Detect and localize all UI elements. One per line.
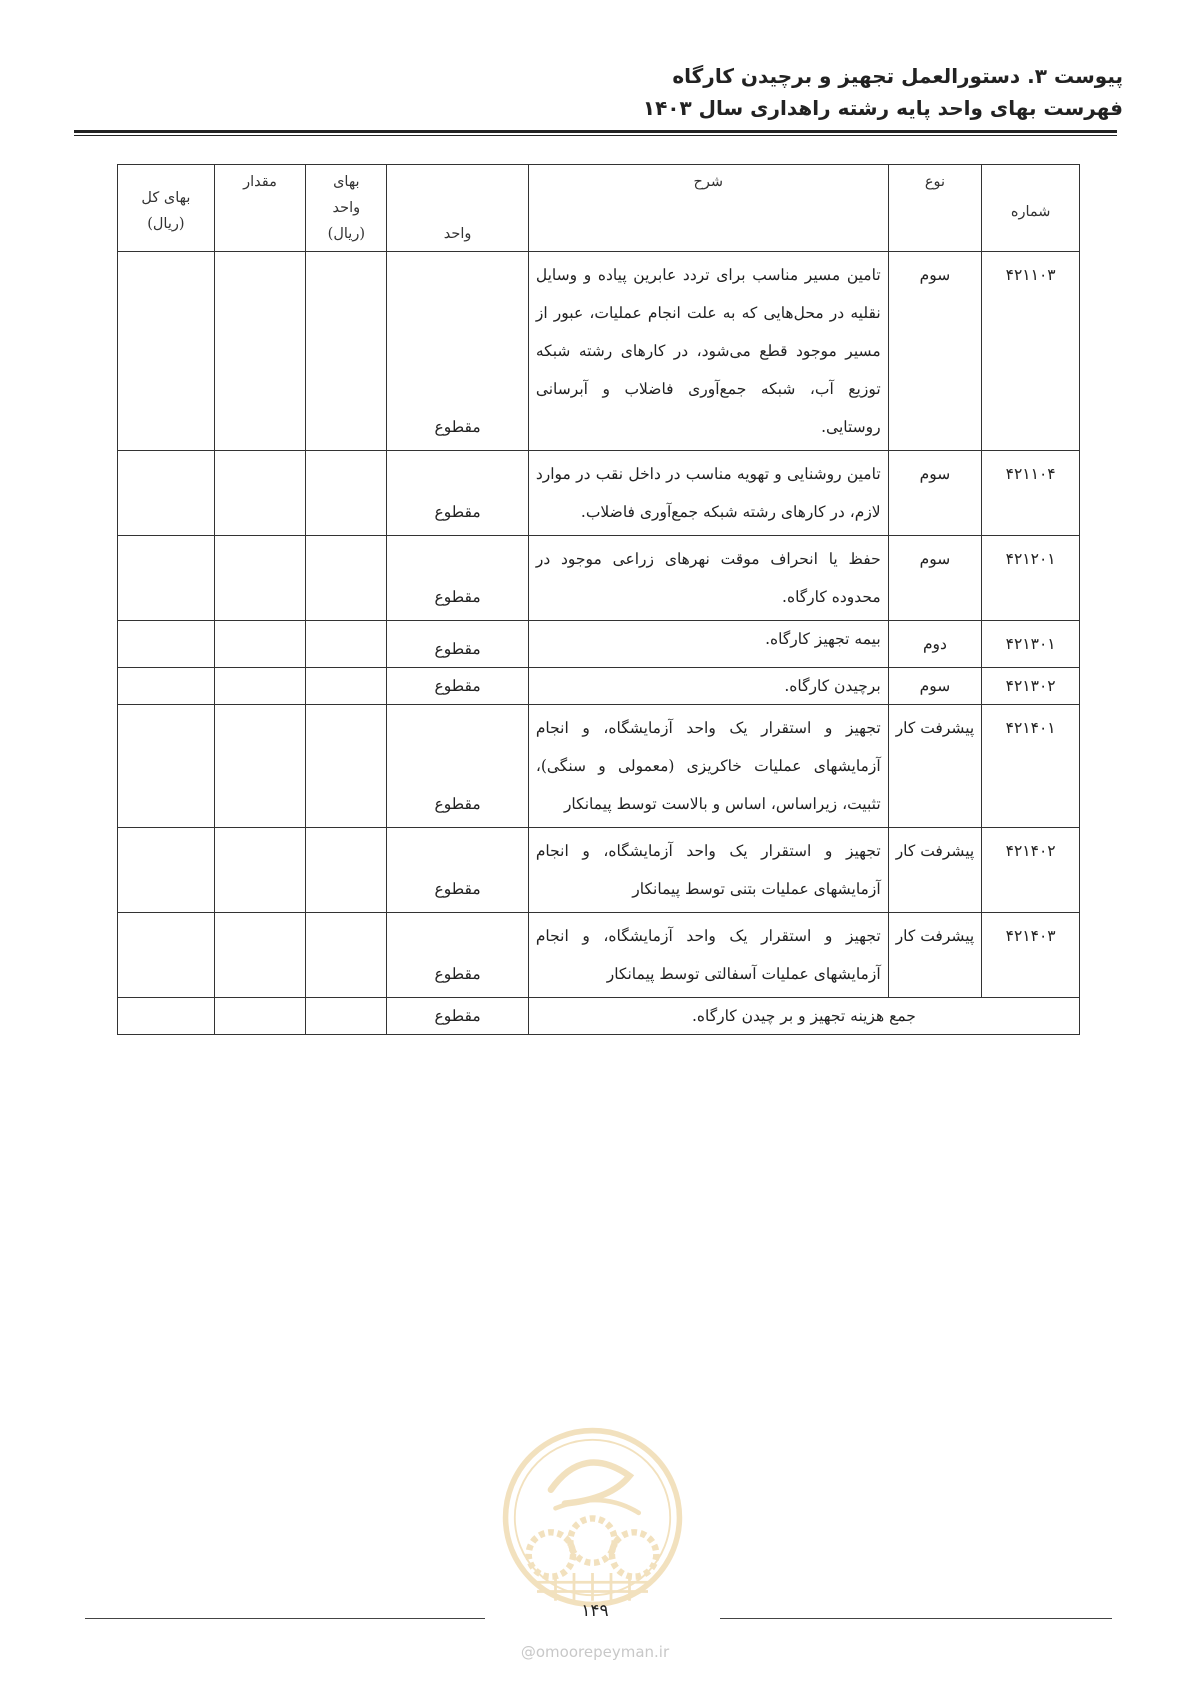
row-description: برچیدن کارگاه. (528, 668, 888, 705)
row-unit: مقطوع (387, 913, 528, 998)
row-quantity (214, 536, 306, 621)
row-type: سوم (888, 668, 982, 705)
row-quantity (214, 913, 306, 998)
total-unit-price (306, 998, 387, 1035)
row-number: ۴۲۱۴۰۱ (982, 705, 1080, 828)
row-total-price (118, 913, 215, 998)
table-row (118, 668, 1080, 705)
row-total-price (118, 621, 215, 668)
header-unit-price: بهای واحد (ریال) (306, 165, 387, 252)
header-quantity: مقدار (214, 165, 306, 252)
row-unit-price (306, 828, 387, 913)
row-total-price (118, 536, 215, 621)
row-unit-price (306, 668, 387, 705)
row-total-price (118, 252, 215, 451)
total-quantity (214, 998, 306, 1035)
row-unit-price (306, 451, 387, 536)
row-description: حفظ یا انحراف موقت نهرهای زراعی موجود در محدوده کارگاه. (528, 536, 888, 621)
row-unit: مقطوع (387, 252, 528, 451)
row-description: تجهیز و استقرار یک واحد آزمایشگاه، و انجام آزمایشهای عملیات آسفالتی توسط پیمانکار (528, 913, 888, 998)
row-number: ۴۲۱۴۰۳ (982, 913, 1080, 998)
header-subtitle: فهرست بهای واحد پایه رشته راهداری سال ۱۴۰۳ (642, 96, 1123, 120)
row-unit: مقطوع (387, 451, 528, 536)
total-price (118, 998, 215, 1035)
row-quantity (214, 668, 306, 705)
row-type: پیشرفت کار (888, 828, 982, 913)
table-row (118, 451, 1080, 536)
row-quantity (214, 828, 306, 913)
table-total-row (118, 998, 1080, 1035)
header-number: شماره (982, 165, 1080, 252)
header-rule-thick (74, 130, 1117, 133)
header-unit: واحد (387, 165, 528, 252)
row-description: تجهیز و استقرار یک واحد آزمایشگاه، و انجام آزمایشهای عملیات خاکریزی (معمولی و سنگی)، تثبیت، زیراساس، اساس و بالاست توسط پیمانکار (528, 705, 888, 828)
header-total-price: بهای کل (ریال) (118, 165, 215, 252)
row-type: سوم (888, 536, 982, 621)
row-total-price (118, 828, 215, 913)
row-number: ۴۲۱۲۰۱ (982, 536, 1080, 621)
row-type: پیشرفت کار (888, 705, 982, 828)
table-row (118, 913, 1080, 998)
row-description: تجهیز و استقرار یک واحد آزمایشگاه، و انجام آزمایشهای عملیات بتنی توسط پیمانکار (528, 828, 888, 913)
row-number: ۴۲۱۳۰۲ (982, 668, 1080, 705)
row-description: تامین مسیر مناسب برای تردد عابرین پیاده و وسایل نقلیه در محل‌هایی که به علت انجام عملیات، عبور از مسیر موجود قطع می‌شود، در کارهای رشته شبکه توزیع آب، شبکه جمع‌آوری فاضلاب و آبرسانی روستایی. (528, 252, 888, 451)
header-type: نوع (888, 165, 982, 252)
total-unit: مقطوع (387, 998, 528, 1035)
row-unit-price (306, 536, 387, 621)
row-quantity (214, 705, 306, 828)
table-header-row (118, 165, 1080, 252)
omoore-peyman-seal-logo-icon (500, 1425, 685, 1610)
row-number: ۴۲۱۳۰۱ (982, 621, 1080, 668)
table-row (118, 252, 1080, 451)
row-unit-price (306, 252, 387, 451)
row-unit-price (306, 621, 387, 668)
row-type: پیشرفت کار (888, 913, 982, 998)
row-quantity (214, 621, 306, 668)
row-quantity (214, 252, 306, 451)
table-row (118, 621, 1080, 668)
row-unit: مقطوع (387, 828, 528, 913)
row-number: ۴۲۱۱۰۴ (982, 451, 1080, 536)
total-label: جمع هزینه تجهیز و بر چیدن کارگاه. (528, 998, 1079, 1035)
header-title: پیوست ۳. دستورالعمل تجهیز و برچیدن کارگاه (672, 64, 1123, 88)
footer-rule-right (720, 1618, 1112, 1619)
row-description: تامین روشنایی و تهویه مناسب در داخل نقب در موارد لازم، در کارهای رشته شبکه جمع‌آوری فاضلاب. (528, 451, 888, 536)
price-list-table (117, 164, 1080, 1035)
row-description: بیمه تجهیز کارگاه. (528, 621, 888, 668)
header-rule-thin (74, 135, 1117, 136)
row-unit-price (306, 913, 387, 998)
website-watermark: @omoorepeyman.ir (520, 1643, 670, 1661)
table-row (118, 705, 1080, 828)
row-quantity (214, 451, 306, 536)
row-unit: مقطوع (387, 621, 528, 668)
row-total-price (118, 451, 215, 536)
row-unit-price (306, 705, 387, 828)
row-total-price (118, 705, 215, 828)
row-type: سوم (888, 252, 982, 451)
row-type: دوم (888, 621, 982, 668)
table-row (118, 536, 1080, 621)
row-unit: مقطوع (387, 705, 528, 828)
row-type: سوم (888, 451, 982, 536)
page-number: ۱۴۹ (581, 1601, 609, 1621)
footer-rule-left (85, 1618, 485, 1619)
row-number: ۴۲۱۴۰۲ (982, 828, 1080, 913)
row-number: ۴۲۱۱۰۳ (982, 252, 1080, 451)
header-description: شرح (528, 165, 888, 252)
table-row (118, 828, 1080, 913)
row-unit: مقطوع (387, 536, 528, 621)
row-total-price (118, 668, 215, 705)
page-header (68, 60, 1123, 124)
row-unit: مقطوع (387, 668, 528, 705)
